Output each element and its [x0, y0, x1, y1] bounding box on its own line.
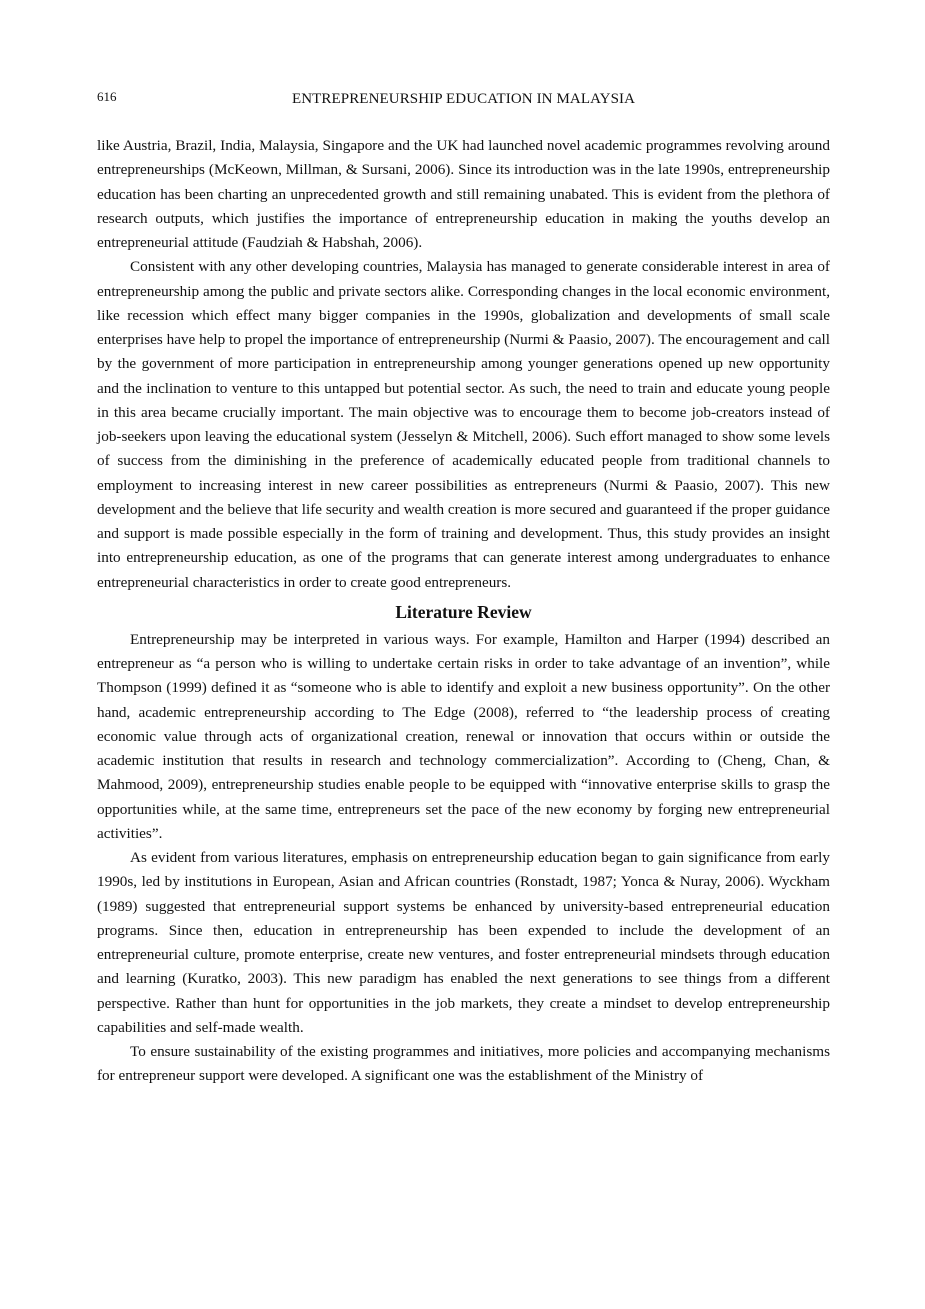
section-heading-literature-review: Literature Review [395, 601, 532, 622]
paragraph-continued: like Austria, Brazil, India, Malaysia, Singapore and the UK had launched novel academic programmes revolving around entrepreneurships (McKeown, Millman, & Sursani, 2006). Since its introduction was in the late 1990s, entrepreneurship education has been charting an unprecedented growth and still remaining unabated. This is evident from the plethora of research outputs, which justifies the importance of entrepreneurship education in making the youths develop an entrepreneurial attitude (Faudziah & Habshah, 2006). [97, 137, 830, 251]
running-header: ENTREPRENEURSHIP EDUCATION IN MALAYSIA [291, 91, 636, 107]
paragraph-definitions: Entrepreneurship may be interpreted in various ways. For example, Hamilton and Harper (1994) described an entrepreneur as “a person who is willing to undertake certain risks in order to take advantage of an invention”, while Thompson (1999) defined it as “someone who is able to identify and exploit a new business opportunity”. On the other hand, academic entrepreneurship according to The Edge (2008), referred to “the leadership process of creating economic value through acts of organizational creation, renewal or innovation that occurs within or outside the academic institution that results in research and technology commercialization”. According to (Cheng, Chan, & Mahmood, 2009), entrepreneurship studies enable people to be equipped with “innovative enterprise skills to grasp the opportunities while, at the same time, entrepreneurs set the pace of the new economy by forging new entrepreneurial activities”. [97, 630, 830, 842]
page-number: 616 [97, 89, 117, 104]
paragraph-history: As evident from various literatures, emphasis on entrepreneurship education began to gain significance from early 1990s, led by institutions in European, Asian and African countries (Ronstadt, 1987; Yonca & Nuray, 2006). Wyckham (1989) suggested that entrepreneurial support systems be enhanced by university-based entrepreneurial education programs. Since then, education in entrepreneurship has been expended to include the development of an entrepreneurial culture, promote enterprise, create new ventures, and foster entrepreneurial mindsets through education and learning (Kuratko, 2003). This new paradigm has enabled the next generations to see things from a different perspective. Rather than hunt for opportunities in the job markets, they create a mindset to develop entrepreneurship capabilities and self-made wealth. [97, 849, 830, 1036]
body-text [97, 134, 830, 1089]
paragraph-malaysia-interest: Consistent with any other developing countries, Malaysia has managed to generate considerable interest in area of entrepreneurship among the public and private sectors alike. Corresponding changes in the local economic environment, like recession which effect many bigger companies in the 1990s, globalization and developments of small scale enterprises have help to propel the importance of entrepreneurship (Nurmi & Paasio, 2007). The encouragement and call by the government of more participation in entrepreneurship among younger generations opened up new opportunity and the inclination to venture to this untapped but potential sector. As such, the need to train and educate young people in this area became crucially important. The main objective was to encourage them to become job-creators instead of job-seekers upon leaving the educational system (Jesselyn & Mitchell, 2006). Such effort managed to show some levels of success from the diminishing in the preference of academically educated people from traditional channels to employment to increasing interest in new career possibilities as entrepreneurs (Nurmi & Paasio, 2007). This new development and the believe that life security and wealth creation is more secured and guaranteed if the proper guidance and support is made possible especially in the form of training and development. Thus, this study provides an insight into entrepreneurship education, as one of the programs that can generate interest among undergraduates to enhance entrepreneurial characteristics in order to create good entrepreneurs. [97, 258, 830, 591]
paragraph-sustainability: To ensure sustainability of the existing programmes and initiatives, more policies and accompanying mechanisms for entrepreneur support were developed. A significant one was the establishment of the Ministry of [97, 1043, 830, 1085]
